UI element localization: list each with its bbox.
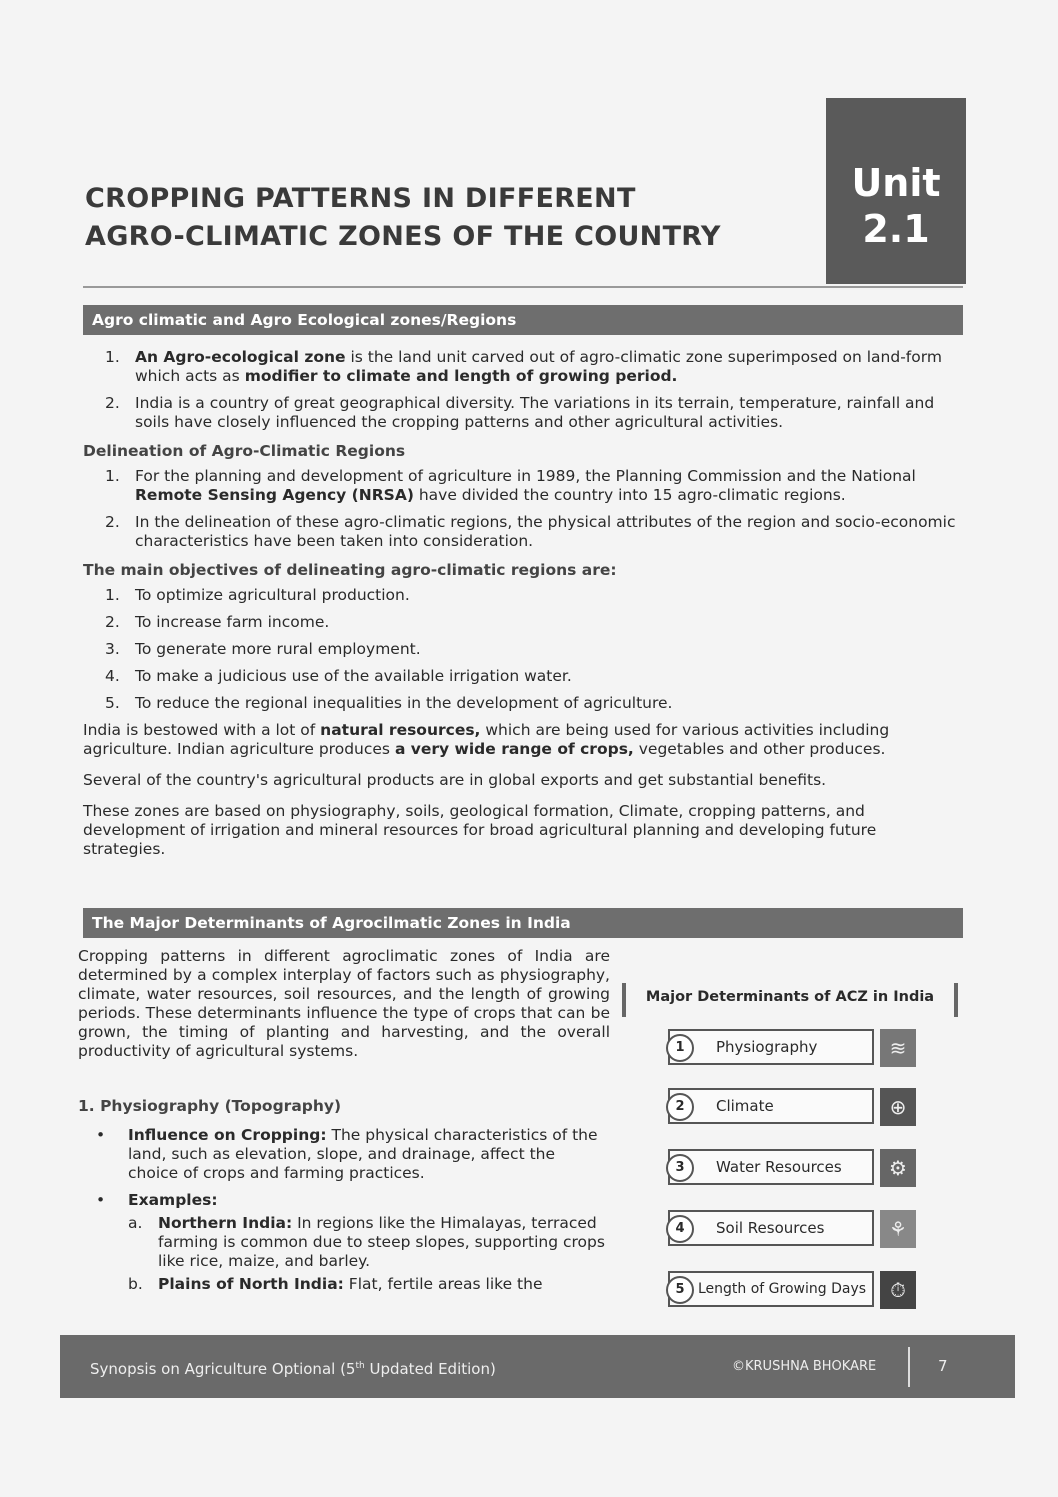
determinant-label: Climate — [716, 1097, 774, 1115]
superscript: th — [355, 1361, 365, 1371]
item-number: 4. — [105, 667, 120, 685]
item-text: To optimize agricultural production. — [135, 586, 410, 604]
water-gear-icon: ⚙ — [880, 1149, 916, 1187]
determinant-water — [668, 1149, 907, 1185]
determinant-growing-days — [668, 1271, 906, 1307]
bold-term: Remote Sensing Agency (NRSA) — [135, 486, 414, 504]
determinant-label: Soil Resources — [716, 1219, 825, 1237]
determinant-soil — [668, 1210, 907, 1246]
plant-soil-icon: ⚘ — [880, 1210, 916, 1248]
bold-term: Northern India: — [158, 1214, 293, 1232]
diagram-title: Major Determinants of ACZ in India — [622, 983, 958, 1017]
number-badge: 1 — [666, 1034, 694, 1062]
title-line-1: CROPPING PATTERNS IN DIFFERENT — [85, 183, 636, 214]
paragraph: These zones are based on physiography, soils, geological formation, Climate, cropping patterns, and development of irrigation and mineral resources for broad agricultural planning and developing future strategies. — [83, 802, 877, 858]
landform-icon: ≋ — [880, 1029, 916, 1067]
paragraph — [83, 721, 963, 759]
item-letter: a. — [128, 1214, 143, 1232]
unit-number: 2.1 — [862, 207, 930, 251]
list-item — [83, 586, 963, 605]
item-number: 3. — [105, 640, 120, 658]
determinant-label: Length of Growing Days — [698, 1281, 867, 1297]
item-text: For the planning and development of agriculture in 1989, the Planning Commission and the National — [135, 467, 916, 485]
page-footer — [60, 1335, 1015, 1398]
text: Flat, fertile areas like the — [343, 1275, 543, 1293]
bold-term: natural resources, — [320, 721, 481, 739]
title-line-2: AGRO-CLIMATIC ZONES OF THE COUNTRY — [85, 221, 721, 252]
item-text: is the land unit carved out of agro-climatic zone superimposed on land-form which acts as — [135, 348, 942, 385]
example-item — [90, 1275, 608, 1294]
bold-term: An Agro-ecological zone — [135, 348, 346, 366]
determinant-label: Physiography — [716, 1038, 818, 1056]
list-item — [83, 613, 963, 632]
stopwatch-icon: ⏱ — [880, 1271, 916, 1309]
author: ©KRUSHNA BHOKARE — [732, 1359, 877, 1374]
number-badge: 5 — [666, 1276, 694, 1304]
page-number: 7 — [938, 1357, 948, 1375]
item-number: 2. — [105, 613, 120, 631]
item-number: 1. — [105, 586, 120, 604]
list-item — [83, 348, 963, 386]
item-text: To make a judicious use of the available irrigation water. — [135, 667, 572, 685]
item-text: To reduce the regional inequalities in the development of agriculture. — [135, 694, 673, 712]
determinant-physiography — [668, 1029, 907, 1065]
section-heading-agro-zones: Agro climatic and Agro Ecological zones/Regions — [83, 305, 963, 335]
subheading: Delineation of Agro-Climatic Regions — [83, 442, 406, 460]
book-title — [90, 1335, 496, 1401]
paragraph: Several of the country's agricultural products are in global exports and get substantial benefits. — [83, 771, 827, 789]
number-badge: 2 — [666, 1093, 694, 1121]
determinant-label: Water Resources — [716, 1158, 842, 1176]
section-heading-determinants: The Major Determinants of Agrocilmatic Zones in India — [83, 908, 963, 938]
text: which are being used for various activities including agriculture. Indian agriculture produces — [83, 721, 890, 758]
text: vegetables and other produces. — [633, 740, 886, 758]
list-item — [83, 394, 963, 432]
footer-divider — [908, 1347, 910, 1387]
section1-body — [83, 348, 963, 871]
bold-term: Examples: — [128, 1191, 218, 1209]
text: The physical characteristics of the land, such as elevation, slope, and drainage, affect the choice of crops and farming practices. — [128, 1126, 598, 1182]
item-number: 1. — [105, 467, 120, 485]
item-number: 2. — [105, 394, 120, 412]
example-item — [90, 1214, 608, 1271]
text: In regions like the Himalayas, terraced farming is common due to steep slopes, supporting crops like rice, maize, and barley. — [158, 1214, 605, 1270]
number-badge: 4 — [666, 1215, 694, 1243]
text: India is bestowed with a lot of — [83, 721, 321, 739]
determinant-climate — [668, 1088, 907, 1124]
list-item — [83, 467, 963, 505]
book-title-text: Synopsis on Agriculture Optional (5 — [90, 1360, 356, 1378]
item-text: have divided the country into 15 agro-climatic regions. — [413, 486, 846, 504]
subheading: The main objectives of delineating agro-climatic regions are: — [83, 561, 617, 579]
bold-term: Influence on Cropping: — [128, 1126, 327, 1144]
item-text: India is a country of great geographical diversity. The variations in its terrain, temperature, rainfall and soils have closely influenced the cropping patterns and other agricultural activities. — [135, 394, 935, 431]
item-letter: b. — [128, 1275, 143, 1293]
book-title-end: Updated Edition) — [364, 1360, 496, 1378]
bold-term: a very wide range of crops, — [394, 740, 634, 758]
divider — [83, 286, 963, 288]
bold-term: modifier to climate and length of growing period. — [244, 367, 678, 385]
bold-term: Plains of North India: — [158, 1275, 344, 1293]
page-title — [85, 180, 721, 256]
item-text: To increase farm income. — [135, 613, 330, 631]
number-badge: 3 — [666, 1154, 694, 1182]
physiography-body — [90, 1126, 608, 1302]
item-text: To generate more rural employment. — [135, 640, 421, 658]
item-number: 2. — [105, 513, 120, 531]
item-number: 1. — [105, 348, 120, 366]
list-item — [83, 694, 963, 713]
list-item — [83, 640, 963, 659]
unit-badge — [826, 98, 966, 284]
list-item — [83, 513, 963, 551]
item-number: 5. — [105, 694, 120, 712]
unit-label: Unit — [851, 161, 941, 205]
item-text: In the delineation of these agro-climatic regions, the physical attributes of the region and socio-economic characteristics have been taken into consideration. — [135, 513, 956, 550]
subheading-physiography: 1. Physiography (Topography) — [78, 1097, 342, 1115]
globe-thermometer-icon: ⊕ — [880, 1088, 916, 1126]
bullet-item: • Influence on Cropping: The physical characteristics of the land, such as elevation, slope, and drainage, affect the choice of crops and farming practices. — [96, 1126, 598, 1182]
section2-intro: Cropping patterns in different agroclimatic zones of India are determined by a complex interplay of factors such as physiography, climate, water resources, soil resources, and the length of growing periods. These determinants influence the type of crops that can be grown, the timing of planting and harvesting, and the overall productivity of agricultural systems. — [78, 947, 610, 1060]
list-item — [83, 667, 963, 686]
bullet-item: • Examples: — [96, 1191, 218, 1209]
